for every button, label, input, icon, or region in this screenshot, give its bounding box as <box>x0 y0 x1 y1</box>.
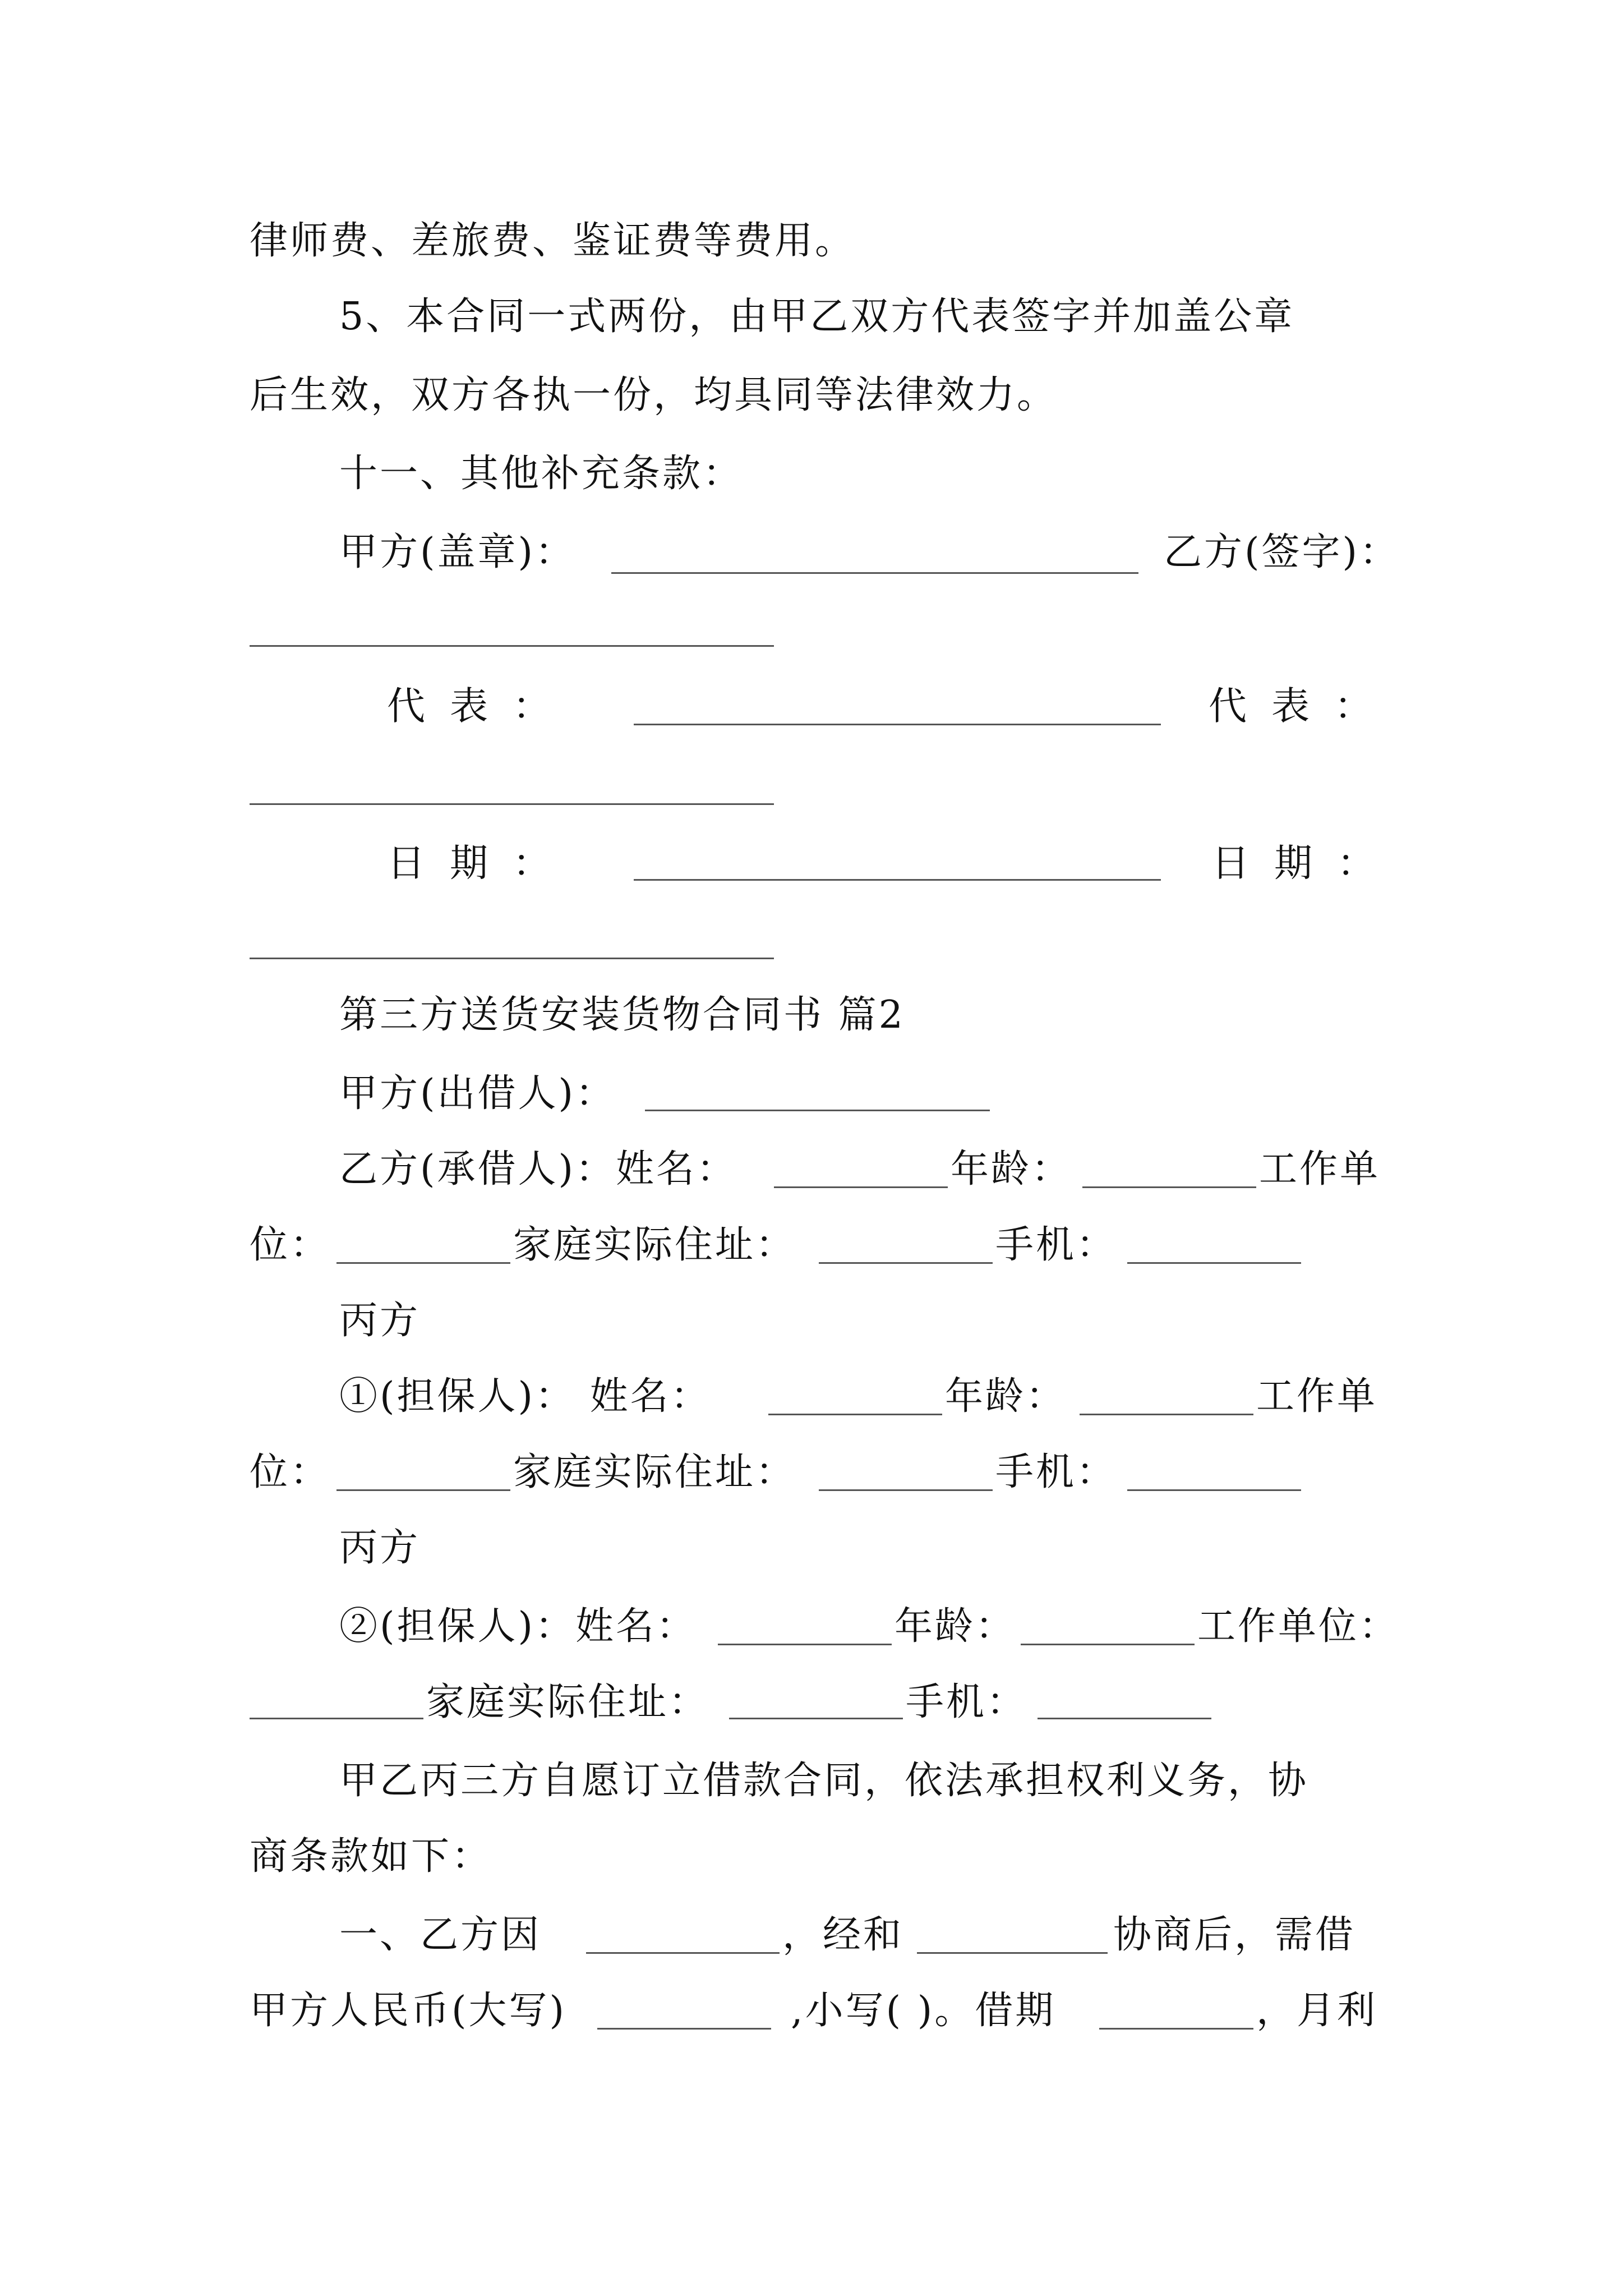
borrower-phone-label: 手机： <box>995 1223 1117 1267</box>
guarantor-2-address-label: 家庭实际住址： <box>426 1680 709 1724</box>
guarantor-1-work-label-cont: 位： <box>250 1450 331 1494</box>
borrower-name-blank <box>774 1186 948 1188</box>
guarantor-2-work-blank <box>250 1718 423 1719</box>
guarantor-2-name-blank <box>718 1644 892 1645</box>
clause-1-label-c: 协商后，需借 <box>1113 1913 1356 1957</box>
borrower-work-blank <box>336 1262 510 1264</box>
guarantor-1-name-blank <box>768 1414 942 1415</box>
paragraph-line: 律师费、差旅费、鉴证费等费用。 <box>250 219 856 263</box>
borrower-age-label: 年龄： <box>951 1147 1072 1191</box>
guarantor-1-work-blank <box>336 1489 510 1491</box>
guarantor-1-phone-label: 手机： <box>995 1450 1117 1494</box>
guarantor-2-phone-blank <box>1038 1718 1211 1719</box>
borrower-phone-blank <box>1127 1262 1301 1264</box>
party-a-date-label: 日期： <box>387 841 576 886</box>
loan-term-blank <box>1099 2028 1253 2030</box>
borrower-work-label: 工作单 <box>1259 1147 1381 1191</box>
borrower-age-blank <box>1082 1186 1256 1188</box>
section-heading: 十一、其他补充条款： <box>339 452 744 496</box>
guarantor-1-work-label: 工作单 <box>1256 1374 1378 1419</box>
guarantor-1-name-label: ①(担保人)： 姓名： <box>339 1374 711 1419</box>
amount-uppercase-blank <box>597 2028 771 2030</box>
paragraph-line: 5、本合同一式两份，由甲乙双方代表签字并加盖公章 <box>339 295 1295 339</box>
clause-1-label: 一、乙方因 <box>339 1913 542 1957</box>
party-b-sign-label: 乙方(签字)： <box>1164 530 1400 574</box>
party-a-representative-blank <box>634 724 1161 725</box>
guarantor-2-name-label: ②(担保人)：姓名： <box>339 1604 697 1649</box>
reason-blank <box>586 1952 780 1954</box>
paragraph-line: 后生效，双方各执一份，均具同等法律效力。 <box>250 373 1058 417</box>
paragraph-line: 甲乙丙三方自愿订立借款合同，依法承担权利义务，协 <box>339 1759 1309 1803</box>
party-b-date-label: 日期： <box>1211 841 1400 886</box>
party-a-seal-blank <box>611 572 1138 574</box>
guarantor-2-work-label: 工作单位： <box>1197 1604 1400 1649</box>
party-a-representative-label: 代表： <box>387 684 576 729</box>
guarantor-2-age-label: 年龄： <box>895 1604 1016 1649</box>
party-b-representative-blank <box>250 803 774 805</box>
guarantor-1-heading: 丙方 <box>339 1299 421 1343</box>
guarantor-2-address-blank <box>729 1718 903 1719</box>
guarantor-2-heading: 丙方 <box>339 1526 421 1570</box>
contract-title: 第三方送货安装货物合同书 篇2 <box>339 993 905 1037</box>
borrower-address-blank <box>819 1262 993 1264</box>
guarantor-1-address-blank <box>819 1489 993 1491</box>
guarantor-1-age-blank <box>1080 1414 1253 1415</box>
party-b-date-blank <box>250 958 774 959</box>
paragraph-line: 商条款如下： <box>250 1834 492 1879</box>
party-b-representative-label: 代表： <box>1209 684 1398 729</box>
guarantor-2-age-blank <box>1021 1644 1195 1645</box>
guarantor-2-phone-label: 手机： <box>906 1680 1027 1724</box>
lender-label: 甲方(出借人)： <box>339 1071 616 1116</box>
borrower-name-label: 乙方(承借人)：姓名： <box>339 1147 737 1191</box>
borrower-address-label: 家庭实际住址： <box>513 1223 796 1267</box>
party-b-sign-blank <box>250 645 774 647</box>
party-a-seal-label: 甲方(盖章)： <box>339 530 576 574</box>
guarantor-1-address-label: 家庭实际住址： <box>513 1450 796 1494</box>
clause-1-label-b: ，经和 <box>782 1913 904 1957</box>
negotiator-blank <box>917 1952 1108 1954</box>
monthly-interest-label: ，月利 <box>1256 1989 1378 2033</box>
guarantor-1-age-label: 年龄： <box>945 1374 1067 1419</box>
guarantor-1-phone-blank <box>1127 1489 1301 1491</box>
party-a-date-blank <box>634 879 1161 881</box>
amount-uppercase-label: 甲方人民币(大写) <box>250 1989 567 2033</box>
borrower-work-label-cont: 位： <box>250 1223 331 1267</box>
amount-lowercase-label: ,小写( )。借期 <box>791 1989 1056 2033</box>
lender-blank <box>645 1110 990 1111</box>
